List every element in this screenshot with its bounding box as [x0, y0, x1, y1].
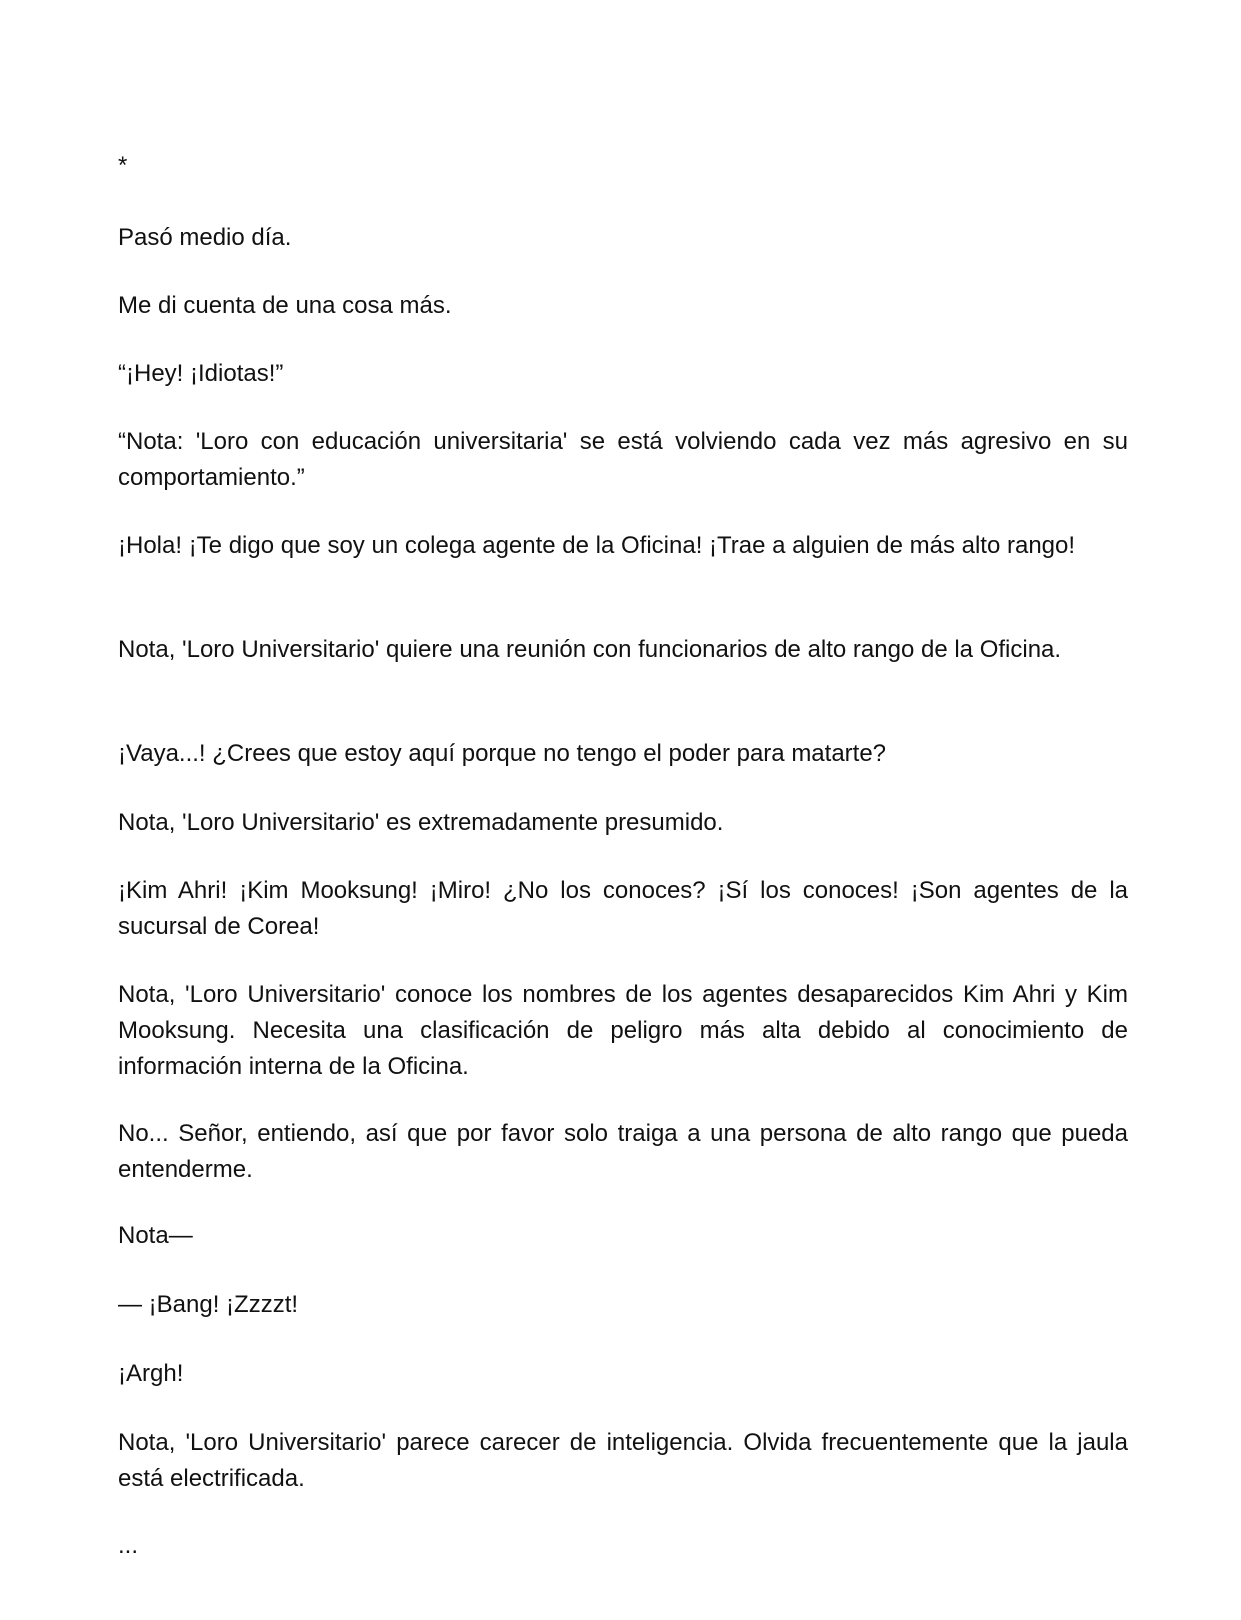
paragraph-9: ¡Kim Ahri! ¡Kim Mooksung! ¡Miro! ¿No los conoces? ¡Sí los conoces! ¡Son agentes de la sucursal de Corea!: [118, 877, 1128, 940]
paragraph-1: Pasó medio día.: [118, 224, 292, 251]
paragraph-10: Nota, 'Loro Universitario' conoce los nombres de los agentes desaparecidos Kim Ahri y Kim Mooksung. Necesita una clasificación de peligro más alta debido al conocimiento de información interna de la Oficina.: [118, 981, 1128, 1080]
paragraph-15: Nota, 'Loro Universitario' parece carecer de inteligencia. Olvida frecuentemente que la jaula está electrificada.: [118, 1429, 1128, 1492]
paragraph-8: Nota, 'Loro Universitario' es extremadamente presumido.: [118, 809, 724, 836]
paragraph-2: Me di cuenta de una cosa más.: [118, 292, 452, 319]
paragraph-11: No... Señor, entiendo, así que por favor solo traiga a una persona de alto rango que pueda entenderme.: [118, 1120, 1128, 1183]
paragraph-4: “Nota: 'Loro con educación universitaria' se está volviendo cada vez más agresivo en su comportamiento.”: [118, 428, 1128, 491]
paragraph-12: Nota—: [118, 1222, 193, 1249]
paragraph-7: ¡Vaya...! ¿Crees que estoy aquí porque no tengo el poder para matarte?: [118, 740, 887, 767]
paragraph-13: — ¡Bang! ¡Zzzzt!: [118, 1291, 299, 1318]
paragraph-14: ¡Argh!: [118, 1360, 184, 1387]
paragraph-16: ...: [118, 1532, 139, 1559]
scene-break-asterisk: *: [118, 152, 128, 179]
paragraph-3: “¡Hey! ¡Idiotas!”: [118, 360, 284, 387]
paragraph-6: Nota, 'Loro Universitario' quiere una reunión con funcionarios de alto rango de la Oficina.: [118, 636, 1062, 663]
paragraph-5: ¡Hola! ¡Te digo que soy un colega agente de la Oficina! ¡Trae a alguien de más alto rango!: [118, 532, 1076, 559]
